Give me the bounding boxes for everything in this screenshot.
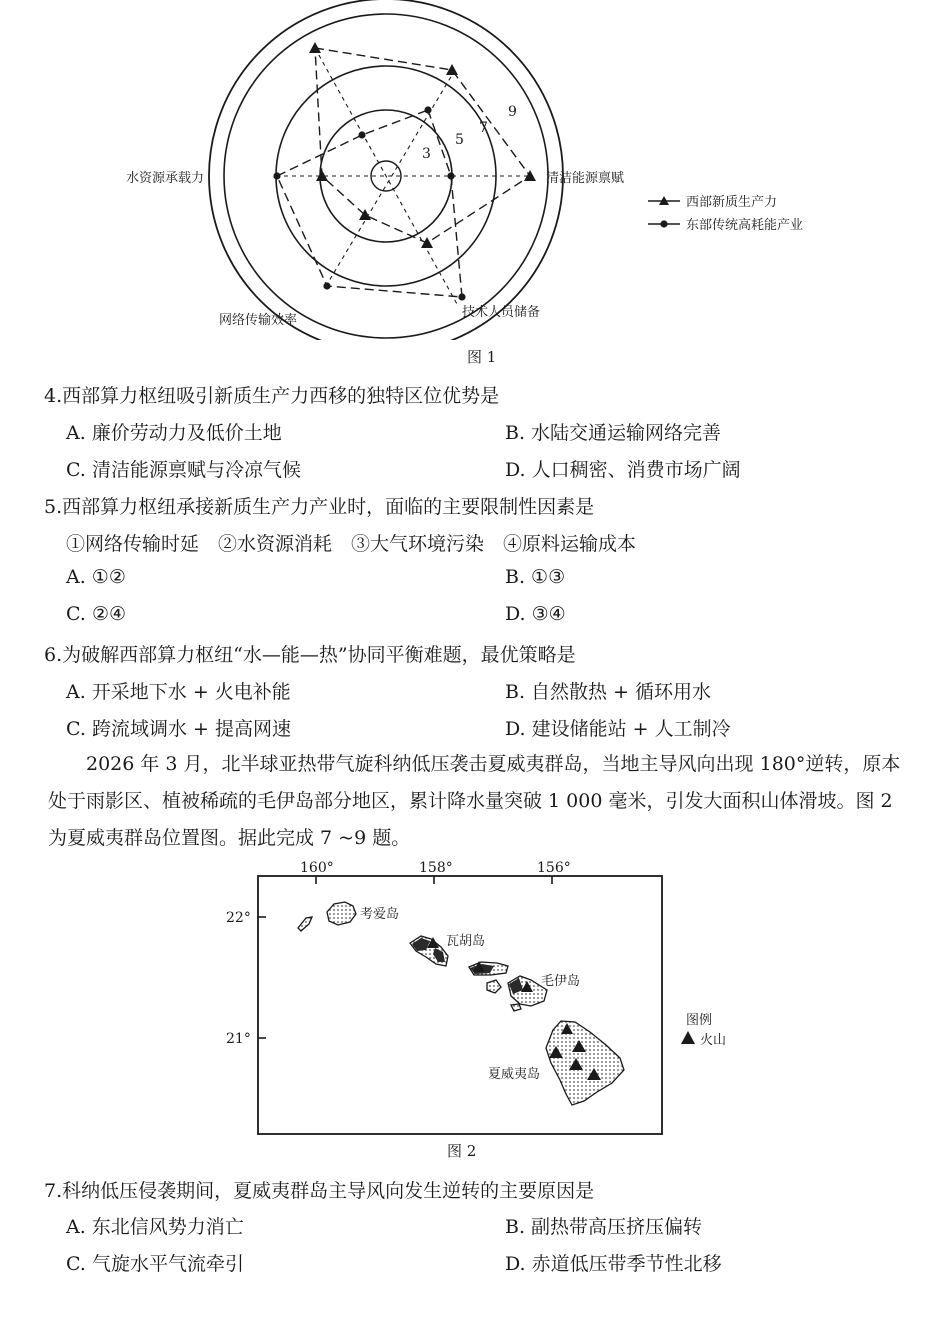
ring-label-9: 9: [508, 104, 517, 120]
east-point: [424, 106, 431, 113]
lon-label-158: 158°: [419, 860, 453, 876]
question-4-option-d[interactable]: D. 人口稠密、消费市场广阔: [505, 459, 741, 481]
east-point: [458, 293, 465, 300]
figure2-map: [0, 850, 950, 1150]
question-4-option-b[interactable]: B. 水陆交通运输网络完善: [505, 422, 722, 444]
question-number: 7.: [44, 1180, 63, 1202]
lat-label-21: 21°: [226, 1031, 251, 1047]
question-7-option-c[interactable]: C. 气旋水平气流牵引: [66, 1253, 244, 1275]
axis-label-talent: 技术人员储备: [462, 305, 541, 320]
east-point: [358, 131, 365, 138]
figure2-caption: 图 2: [447, 1142, 477, 1160]
island-kauai: [327, 902, 356, 925]
question-6-stem: [44, 640, 576, 667]
question-7-option-d[interactable]: D. 赤道低压带季节性北移: [505, 1253, 722, 1275]
lon-label-160: 160°: [300, 860, 334, 876]
question-5-option-d[interactable]: D. ③④: [505, 603, 566, 625]
question-5-option-b[interactable]: B. ①③: [505, 566, 566, 588]
axis-label-energy: 清洁能源禀赋: [546, 171, 625, 186]
island-lanai: [487, 980, 501, 993]
question-6-option-a[interactable]: A. 开采地下水 + 火电补能: [66, 681, 291, 703]
question-7-stem: [44, 1176, 594, 1203]
question-number: 5.: [44, 496, 63, 518]
island-niihau: [298, 917, 312, 931]
ring-outer: [209, 0, 563, 340]
lat-label-22: 22°: [226, 910, 251, 926]
east-point: [447, 172, 454, 179]
reading-passage: 2026 年 3 月，北半球亚热带气旋科纳低压袭击夏威夷群岛，当地主导风向出现 180°逆转，原本处于雨影区、植被稀疏的毛伊岛部分地区，累计降水量突破 1 000 毫米，引发大面积山体滑坡。图 2 为夏威夷群岛位置图。据此完成 7 ~9 题。: [48, 753, 901, 849]
west-point: [421, 237, 433, 248]
axis-label-network: 网络传输效率: [219, 313, 298, 328]
question-number: 4.: [44, 385, 63, 407]
question-6-option-b[interactable]: B. 自然散热 + 循环用水: [505, 681, 712, 703]
ring-label-7: 7: [479, 120, 488, 136]
east-point: [323, 282, 330, 289]
question-4-stem: [44, 381, 499, 408]
axis-label-water: 水资源承载力: [126, 171, 205, 186]
legend-label-volcano: 火山: [700, 1033, 727, 1048]
question-7-option-b[interactable]: B. 副热带高压挤压偏转: [505, 1216, 703, 1238]
figure1-caption: 图 1: [467, 348, 497, 366]
question-7-option-a[interactable]: A. 东北信风势力消亡: [66, 1216, 244, 1238]
series-east-outline: [277, 110, 462, 297]
question-text: 科纳低压侵袭期间，夏威夷群岛主导风向发生逆转的主要原因是: [62, 1180, 595, 1202]
island-hawaii: [546, 1021, 624, 1105]
island-kahoolawe: [511, 1004, 521, 1011]
question-text: 西部算力枢纽吸引新质生产力西移的独特区位优势是: [62, 385, 500, 407]
label-maui: 毛伊岛: [541, 974, 581, 989]
spoke: [315, 48, 457, 304]
label-kauai: 考爱岛: [360, 907, 400, 922]
question-5-option-c[interactable]: C. ②④: [66, 603, 127, 625]
legend-label-west: 西部新质生产力: [686, 195, 778, 210]
label-oahu: 瓦胡岛: [446, 934, 486, 949]
figure1-legend: [648, 194, 803, 233]
legend-title: 图例: [686, 1013, 713, 1028]
label-hawaii: 夏威夷岛: [488, 1067, 541, 1082]
legend-volcano-icon: [681, 1031, 695, 1044]
east-point: [273, 172, 280, 179]
question-6-option-c[interactable]: C. 跨流域调水 + 提高网速: [66, 718, 291, 740]
question-5-stem: [44, 492, 594, 519]
ring-label-5: 5: [455, 132, 464, 148]
legend-dot-icon: [660, 220, 667, 227]
question-5-option-a[interactable]: A. ①②: [66, 566, 126, 588]
question-text: 西部算力枢纽承接新质生产力产业时，面临的主要限制性因素是: [62, 496, 595, 518]
question-text: 为破解西部算力枢纽“水—能—热”协同平衡难题，最优策略是: [62, 644, 576, 666]
map-frame: [258, 876, 662, 1134]
question-6-option-d[interactable]: D. 建设储能站 + 人工制冷: [505, 718, 731, 740]
legend-label-east: 东部传统高耗能产业: [686, 218, 804, 233]
question-4-option-c[interactable]: C. 清洁能源禀赋与冷凉气候: [66, 459, 301, 481]
question-5-statements: ①网络传输时延 ②水资源消耗 ③大气环境污染 ④原料运输成本: [66, 533, 637, 555]
lon-label-156: 156°: [537, 860, 571, 876]
question-number: 6.: [44, 644, 63, 666]
figure1-radar-chart: [0, 0, 950, 340]
question-4-option-a[interactable]: A. 廉价劳动力及低价土地: [66, 422, 282, 444]
west-point: [309, 42, 321, 53]
ring-label-3: 3: [422, 146, 431, 162]
spoke: [326, 70, 455, 286]
